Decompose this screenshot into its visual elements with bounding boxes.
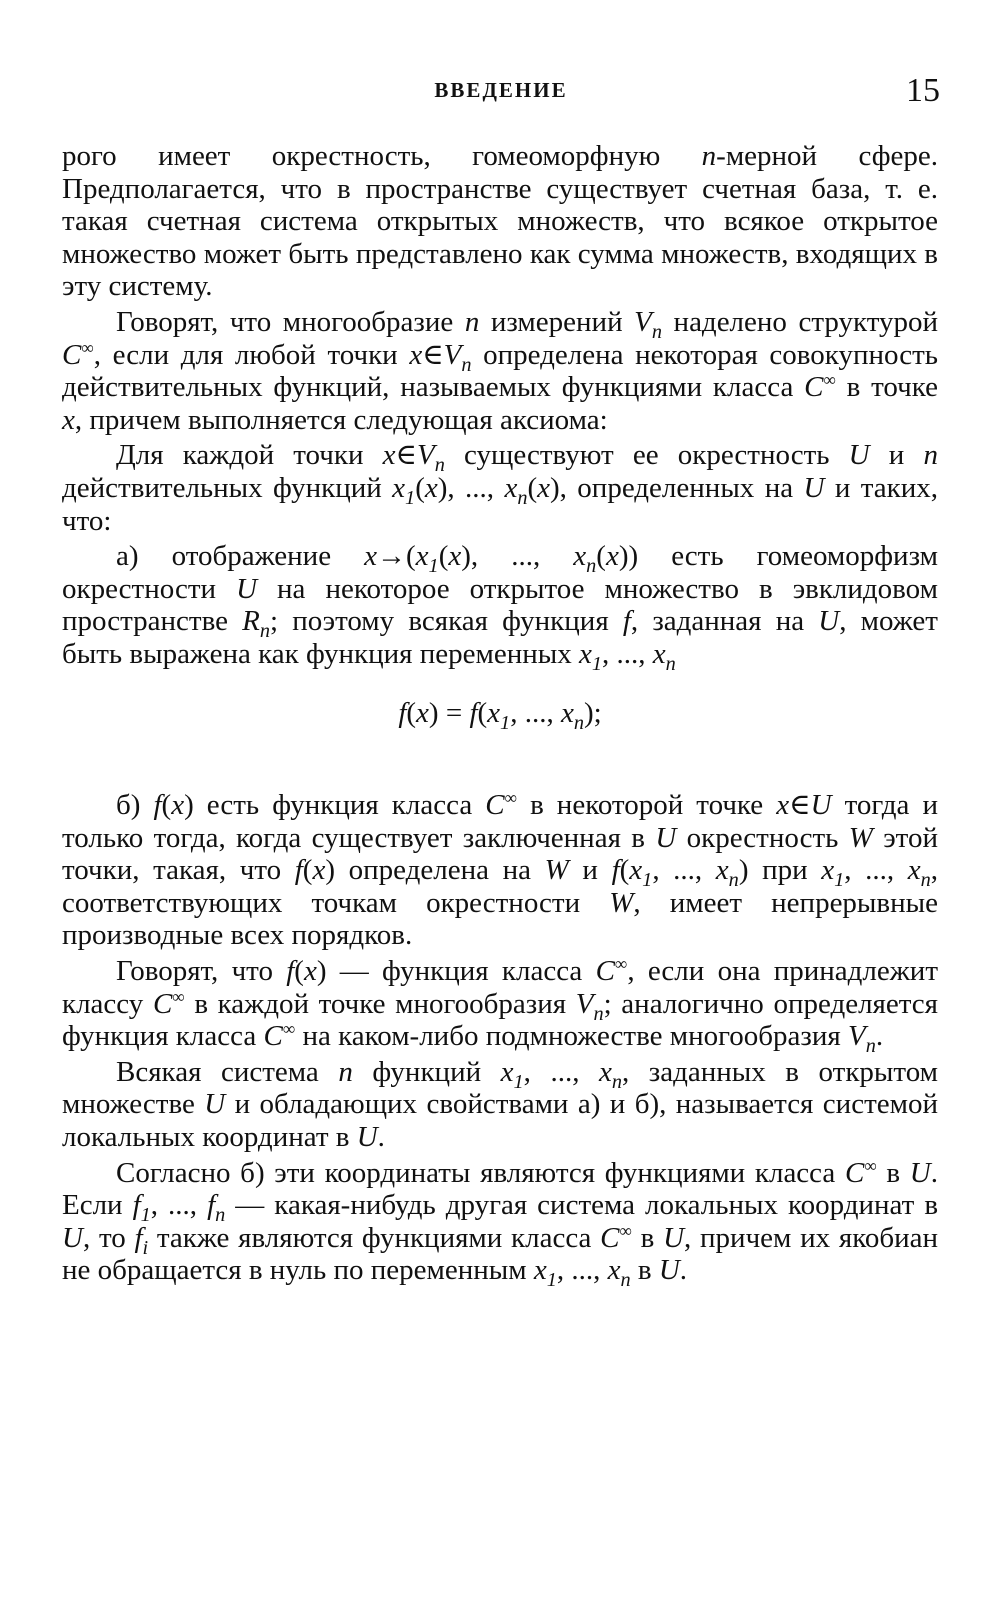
body-text	[62, 140, 939, 1292]
paragraph-5: б) f(x) есть функция класса C∞ в некоторой точке x∈U тогда и только тогда, когда существует заключенная в U окрестность W этой точки, такая, что f(x) определена на W и $f(x_1$, ..., $x_n$) при $x_1$, ..., $x_n$, соответствующих точкам окрестности W, имеет непрерывные производные всех порядков.	[62, 787, 939, 952]
paragraph-6: Говорят, что f(x) — функция класса C∞, если она принадлежит классу C∞ в каждой точке многообразия $V_n$; аналогично определяется функция класса C∞ на каком-либо подмножестве многообразия $V_n$.	[62, 953, 939, 1058]
page-header	[62, 72, 940, 112]
paragraph-3: Для каждой точки $x\in V_n$ существуют ее окрестность U и n действительных функций $x_1(x)$, ..., $x_n(x)$, определенных на U и таких, что:	[62, 439, 938, 537]
page-number: 15	[906, 72, 940, 109]
paragraph-2: Говорят, что многообразие n измерений $V_n$ наделено структурой C∞, если для любой точки $x\in V_n$ определена некоторая совокупность действительных функций, называемых функциями класса C∞ в точке x, причем выполняется следующая аксиома:	[62, 305, 939, 436]
paragraph-4: а) отображение $x\to(x_1(x)$, ..., $x_n(x)$) есть гомеоморфизм окрестности U на некоторое открытое множество в эвклидовом пространстве $R_n$; поэтому всякая функция f, заданная на U, может быть выражена как функция переменных $x_1$, ..., $x_n$	[62, 540, 938, 675]
formula: $f(x) = f(x_1$, ..., $x_n$);	[398, 696, 602, 734]
running-head: ВВЕДЕНИЕ	[434, 78, 568, 102]
paragraph-7: Всякая система n функций $x_1$, ..., $x_n$, заданных в открытом множестве U и обладающих свойствами а) и б), называется системой локальных координат в U.	[62, 1055, 938, 1154]
paragraph-8: Согласно б) эти координаты являются функциями класса C∞ в U. Если $f_1$, ..., $f_n$ — какая-нибудь другая система локальных координат в U, то $f_i$ также являются функциями класса C∞ в U, причем их якобиан не обращается в нуль по переменным $x_1$, ..., $x_n$ в U.	[62, 1154, 939, 1292]
paragraph-1: рого имеет окрестность, гомеоморфную n-мерной сфере. Предполагается, что в пространстве существует счетная база, т. е. такая счетная система открытых множеств, что всякое открытое множество может быть представлено как сумма множеств, входящих в эту систему.	[62, 140, 938, 303]
